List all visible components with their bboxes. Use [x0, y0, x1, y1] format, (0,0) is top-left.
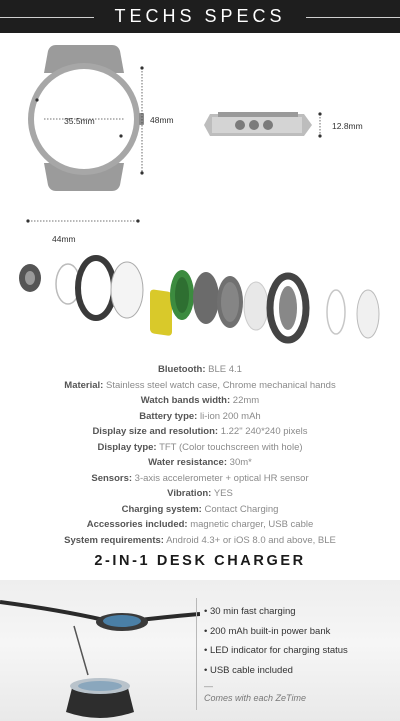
spec-row-material: Material: Stainless steel watch case, Chrome mechanical hands	[64, 379, 336, 391]
page-title: TECHS SPECS	[114, 6, 286, 26]
charger-divider	[196, 598, 197, 710]
dial-part	[111, 262, 143, 318]
charger-note: Comes with each ZeTime	[204, 693, 306, 703]
watch-screen	[103, 615, 141, 627]
dimensions-diagram	[0, 33, 400, 248]
watch-strap-left	[0, 602, 104, 620]
spec-row-battery: Battery type: li-ion 200 mAh	[139, 410, 261, 422]
watch-strap-right	[140, 614, 200, 620]
exploded-view-diagram	[0, 248, 400, 353]
thickness-dot-bottom	[318, 134, 321, 137]
spec-row-charging: Charging system: Contact Charging	[121, 503, 279, 515]
spec-row-bluetooth: Bluetooth: BLE 4.1	[158, 364, 242, 375]
charger-contact-pad	[78, 681, 122, 691]
charger-features-list	[204, 602, 394, 680]
charger-illustration	[0, 580, 200, 721]
feature-item: • 30 min fast charging	[204, 602, 394, 622]
spec-row-system-requirements: System requirements: Android 4.3+ or iOS 8.0 and above, BLE	[64, 534, 336, 546]
glass-part	[357, 290, 379, 338]
height-dot-bottom	[140, 171, 143, 174]
usb-cable	[74, 626, 88, 675]
specs-list	[0, 362, 400, 548]
note-dash: —	[204, 681, 213, 691]
spec-row-accessories: Accessories included: magnetic charger, USB cable	[86, 519, 314, 530]
spec-row-water-resistance: Water resistance: 30m*	[148, 457, 252, 468]
case-back-part	[270, 276, 306, 340]
bezel-part	[78, 258, 114, 318]
spec-row-display-size: Display size and resolution: 1.22" 240*240 pixels	[92, 426, 308, 437]
spec-row-band-width: Watch bands width: 22mm	[140, 395, 260, 406]
diameter-dot-left	[35, 98, 38, 101]
banner-divider-left	[0, 17, 94, 18]
lens-ring-part	[327, 290, 345, 334]
crown-part	[19, 264, 41, 292]
diameter-label: 35.5mm	[64, 116, 95, 126]
spec-row-display-type: Display type: TFT (Color touchscreen with hole)	[97, 441, 303, 453]
spec-row-sensors: Sensors: 3-axis accelerometer + optical HR sensor	[91, 472, 309, 484]
circuit-board-part	[170, 270, 194, 320]
frame-part	[193, 272, 219, 324]
spec-row-vibration: Vibration: YES	[167, 488, 233, 499]
watch-side-illustration	[204, 112, 312, 136]
width-label: 44mm	[52, 234, 76, 244]
header-banner	[0, 0, 400, 33]
width-dot-right	[136, 219, 139, 222]
feature-item: • 200 mAh built-in power bank	[204, 622, 394, 642]
height-label: 48mm	[150, 115, 174, 125]
charger-panel	[0, 580, 400, 721]
banner-divider-right	[306, 17, 400, 18]
display-part	[150, 289, 172, 336]
sensor-cover-part	[244, 282, 268, 330]
width-dot-left	[26, 219, 29, 222]
diameter-dot-right	[119, 134, 122, 137]
thickness-dot-top	[318, 112, 321, 115]
thickness-label: 12.8mm	[332, 121, 363, 131]
battery-part	[217, 276, 243, 328]
charger-section-title: 2-IN-1 DESK CHARGER	[94, 553, 306, 569]
feature-item: • USB cable included	[204, 661, 394, 681]
height-dot-top	[140, 66, 143, 69]
feature-item: • LED indicator for charging status	[204, 641, 394, 661]
